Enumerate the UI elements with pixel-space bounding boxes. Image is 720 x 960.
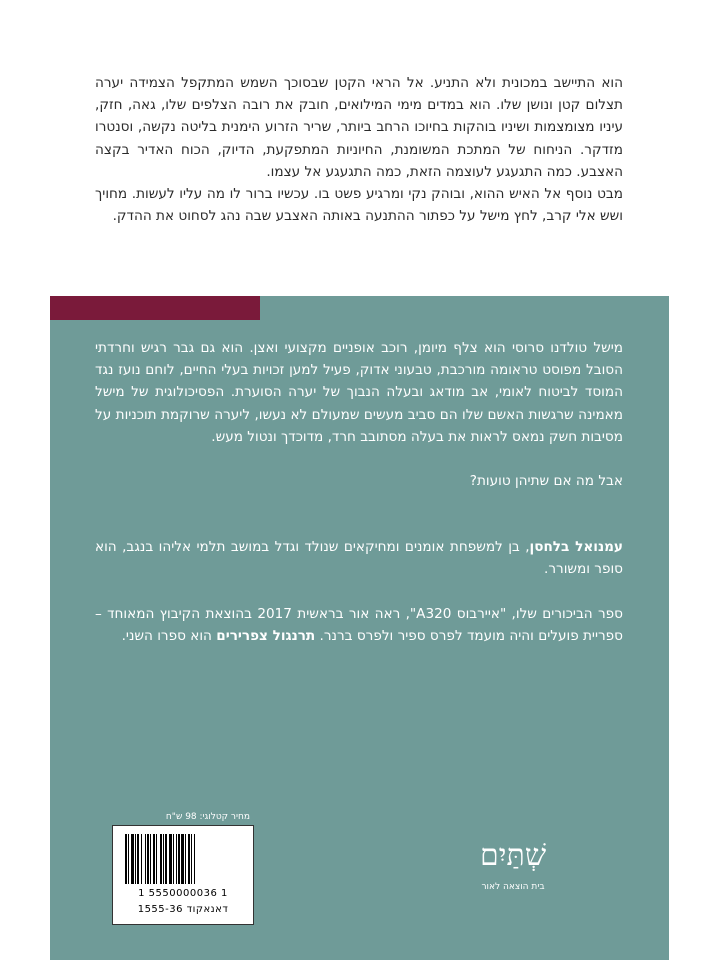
publisher-logo: שְׁתַּיִם [479, 838, 547, 873]
excerpt-paragraph-2: מבט נוסף אל האיש ההוא, ובוהק נקי ומרגיע פשט בו. עכשיו ברור לו מה עליו לעשות. מחויך ושש אלי קרב, לחץ מישל על כפתור ההתנעה באותה האצבע שבה נהג לסחוט את ההדק. [95, 186, 623, 225]
previous-book [95, 603, 623, 647]
synopsis: מישל טולדנו סרוסי הוא צלף מיומן, רוכב אופניים מקצועי ואצן. הוא גם גבר רגיש וחרדתי הסובל מפוסט טראומה מורכבת, טבעוני אדוק, פעיל למען זכויות בעלי החיים, לוחם נועז נגד המוסד לביטוח לאומי, אב מודאג ובעלה הנבוך של יערה הסוערת. הפסיכולוגית של מישל מאמינה שרגשות האשם שלו הם סביב מעשים שמעולם לא נעשו, ליערה שרוקמת תוכניות על מסיבות חשק נמאס לראות את בעלה מסתובב חרד, מדוכדך ונטול מעש. [95, 340, 623, 445]
barcode-code: דאנאקוד 1555-36 [137, 904, 229, 915]
author-name: עמנואל בלחסן [529, 539, 623, 556]
hook-question: אבל מה אם שתיהן טועות? [469, 473, 623, 490]
barcode-bars [125, 834, 241, 884]
previous-book-text: ספר הביכורים שלו, "איירבוס A320", ראה אור בראשית 2017 בהוצאת הקיבוץ המאוחד – ספריית פועלים והיה מועמד לפרס ספיר ולפרס ברנר. [95, 605, 623, 644]
excerpt-paragraph-1: הוא התיישב במכונית ולא התניע. אל הראי הקטן שבסוכך השמש המתקפל הצמידה יערה תצלום קטן ונושן שלו. הוא במדים מימי המילואים, חובק את רובה הצלפים שלו, גאה, חזק, עיניו מצומצמות ושיניו בוהקות בחיוכו הרחב ביותר, שריר הזרוע הימנית בליטה נקשה, וסנטרו מזדקר. הניחוח של המתכת המשומנת, החיוניות המתפקעת, הדיוק, הכוח האדיר בקצה האצבע. כמה התגעגע לעוצמה הזאת, כמה התגעגע אל עצמו. [95, 75, 623, 180]
excerpt-text [95, 72, 623, 227]
current-book-suffix: הוא ספרו השני. [121, 627, 217, 644]
publisher-subtitle: בית הוצאה לאור [481, 882, 545, 892]
author-bio [95, 536, 623, 580]
current-book-title: תרנגול צפרירים [216, 627, 316, 644]
barcode-number: 1 5550000036 1 [138, 888, 228, 899]
blurb-text [95, 337, 623, 647]
accent-bar [50, 296, 260, 320]
price-label: מחיר קטלוגי: 98 ש"ח [165, 812, 250, 822]
author-bio-text: , בן למשפחת אומנים ומחיקאים שנולד וגדל במושב תלמי אליהו בנגב, הוא סופר ומשורר. [95, 539, 623, 578]
barcode [112, 825, 254, 925]
